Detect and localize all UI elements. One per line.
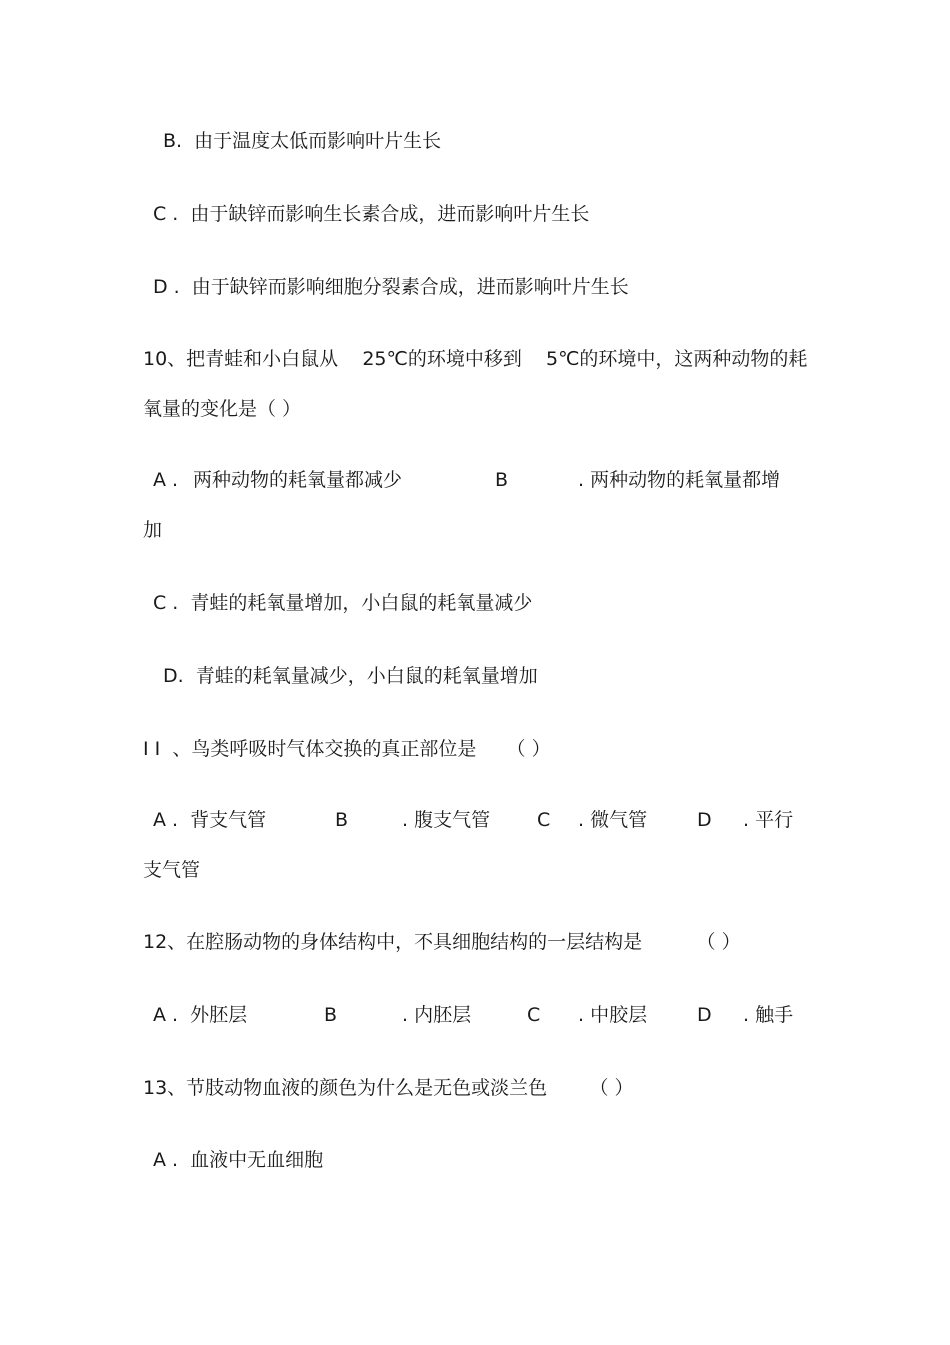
q10-option-d: D. 青蛙的耗氧量减少，小白鼠的耗氧量增加 xyxy=(163,665,538,687)
q13-option-a: A . 血液中无血细胞 xyxy=(153,1149,324,1171)
q10-stem-line1: 10、把青蛙和小白鼠从 25℃的环境中移到 5℃的环境中，这两种动物的耗 xyxy=(143,348,808,370)
q11-stem: I I 、鸟类呼吸时气体交换的真正部位是 （ ） xyxy=(143,738,551,760)
q10-option-c: C . 青蛙的耗氧量增加，小白鼠的耗氧量减少 xyxy=(153,592,533,614)
q9-option-c: C . 由于缺锌而影响生长素合成，进而影响叶片生长 xyxy=(153,203,590,225)
q11-option-c-text: . 微气管 xyxy=(578,809,648,831)
q10-option-b-continuation: 加 xyxy=(143,519,163,541)
q11-option-a: A . 背支气管 xyxy=(153,809,267,831)
q10-stem-line2: 氧量的变化是（ ） xyxy=(143,398,302,420)
q12-option-d-text: . 触手 xyxy=(743,1004,794,1026)
q9-option-d: D . 由于缺锌而影响细胞分裂素合成，进而影响叶片生长 xyxy=(153,276,629,298)
q12-stem: 12、在腔肠动物的身体结构中，不具细胞结构的一层结构是 （ ） xyxy=(143,931,741,953)
q12-option-c-text: . 中胶层 xyxy=(578,1004,648,1026)
q11-option-d-text: . 平行 xyxy=(743,809,794,831)
q12-option-b-letter: B xyxy=(324,1004,338,1026)
q11-option-c-letter: C xyxy=(537,809,551,831)
q11-option-d-letter: D xyxy=(697,809,712,831)
q12-option-a: A . 外胚层 xyxy=(153,1004,248,1026)
q12-option-d-letter: D xyxy=(697,1004,712,1026)
q12-option-b-text: . 内胚层 xyxy=(402,1004,472,1026)
q10-option-b-letter: B xyxy=(495,469,509,491)
q9-option-b: B. 由于温度太低而影响叶片生长 xyxy=(163,130,442,152)
q10-option-a-text: 两种动物的耗氧量都减少 xyxy=(193,469,403,491)
q13-stem: 13、节肢动物血液的颜色为什么是无色或淡兰色 （ ） xyxy=(143,1077,634,1099)
q11-option-d-continuation: 支气管 xyxy=(143,859,201,881)
q11-option-b-letter: B xyxy=(335,809,349,831)
q10-option-b-text: . 两种动物的耗氧量都增 xyxy=(578,469,781,491)
q12-option-c-letter: C xyxy=(527,1004,541,1026)
q11-option-b-text: . 腹支气管 xyxy=(402,809,491,831)
q10-option-a-letter: A . xyxy=(153,469,179,491)
